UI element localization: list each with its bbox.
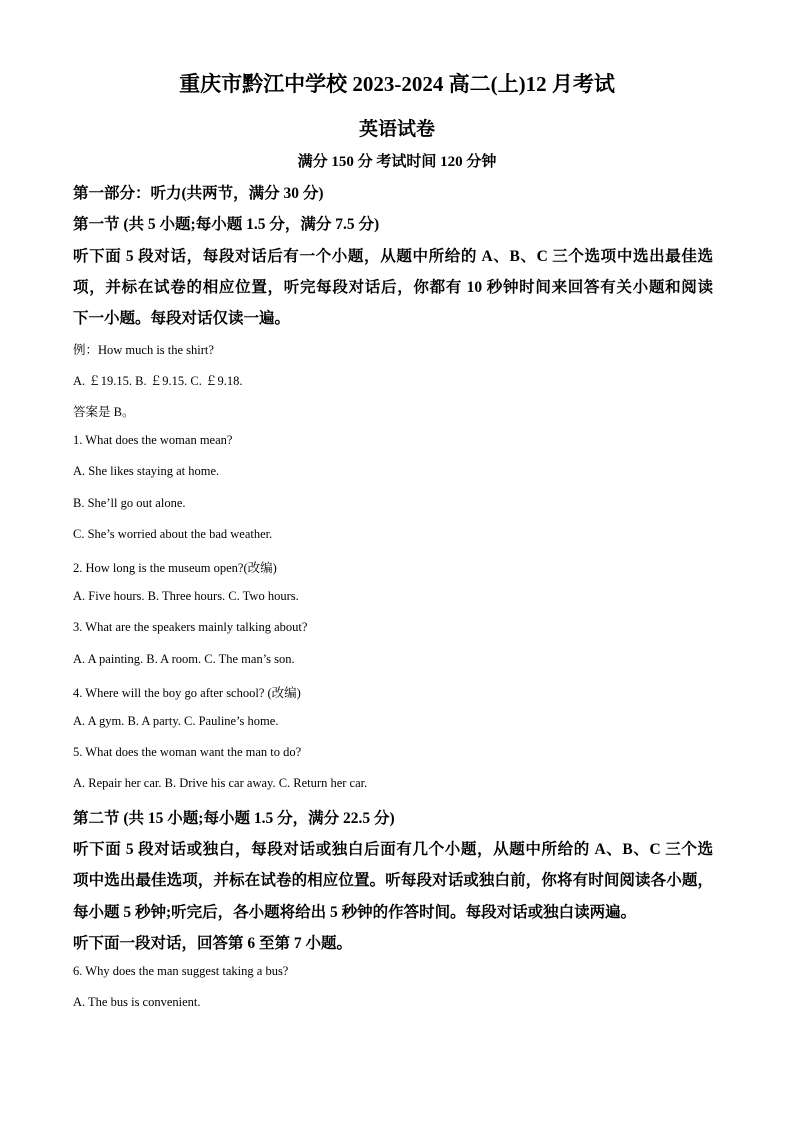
options-text: A. Five hours. B. Three hours. C. Two hours. [73, 589, 299, 603]
options-text: A. A gym. B. A party. C. Pauline’s home. [73, 714, 279, 728]
dialogue-instruction: 听下面一段对话，回答第 6 至第 7 小题。 [73, 935, 353, 952]
example-question: 例：How much is the shirt? [73, 343, 214, 357]
question-text: 3. What are the speakers mainly talking about? [73, 620, 308, 634]
option-text: A. The bus is convenient. [73, 995, 201, 1009]
section-two-instructions-line: 每小题 5 秒钟;听完后，各小题将给出 5 秒钟的作答时间。每段对话或独白读两遍。 [73, 904, 637, 921]
question-text: 1. What does the woman mean? [73, 433, 233, 447]
question-text: 6. Why does the man suggest taking a bus? [73, 964, 289, 978]
exam-title: 重庆市黔江中学校 2023-2024 高二(上)12 月考试 [179, 72, 615, 96]
part-one-heading: 第一部分：听力(共两节，满分 30 分) [73, 185, 324, 202]
section-one-instructions-line: 下一小题。每段对话仅读一遍。 [73, 310, 291, 327]
example-options: A. ￡19.15. B. ￡9.15. C. ￡9.18. [73, 374, 243, 388]
question-text: 5. What does the woman want the man to do? [73, 745, 302, 759]
question-text: 2. How long is the museum open?(改编) [73, 561, 277, 575]
score-time: 满分 150 分 考试时间 120 分钟 [297, 154, 497, 170]
section-two-heading: 第二节 (共 15 小题;每小题 1.5 分，满分 22.5 分) [73, 810, 395, 827]
example-answer: 答案是 B。 [73, 405, 135, 419]
section-one-heading: 第一节 (共 5 小题;每小题 1.5 分，满分 7.5 分) [73, 216, 380, 233]
exam-subtitle: 英语试卷 [358, 119, 435, 140]
option-text: B. She’ll go out alone. [73, 496, 186, 510]
section-two-instructions-line: 听下面 5 段对话或独白，每段对话或独白后面有几个小题，从题中所给的 A、B、C 三个选 [73, 841, 713, 858]
options-text: A. A painting. B. A room. C. The man’s son. [73, 652, 295, 666]
question-text: 4. Where will the boy go after school? (改编) [73, 686, 301, 700]
option-text: A. She likes staying at home. [73, 464, 220, 478]
option-text: C. She’s worried about the bad weather. [73, 527, 273, 541]
section-one-instructions-line: 听下面 5 段对话，每段对话后有一个小题，从题中所给的 A、B、C 三个选项中选出最佳选 [73, 248, 713, 265]
options-text: A. Repair her car. B. Drive his car away. C. Return her car. [73, 776, 368, 790]
section-one-instructions-line: 项，并标在试卷的相应位置，听完每段对话后，你都有 10 秒钟时间来回答有关小题和阅读 [73, 279, 713, 296]
section-two-instructions-line: 项中选出最佳选项，并标在试卷的相应位置。听每段对话或独白前，你将有时间阅读各小题， [73, 872, 713, 889]
